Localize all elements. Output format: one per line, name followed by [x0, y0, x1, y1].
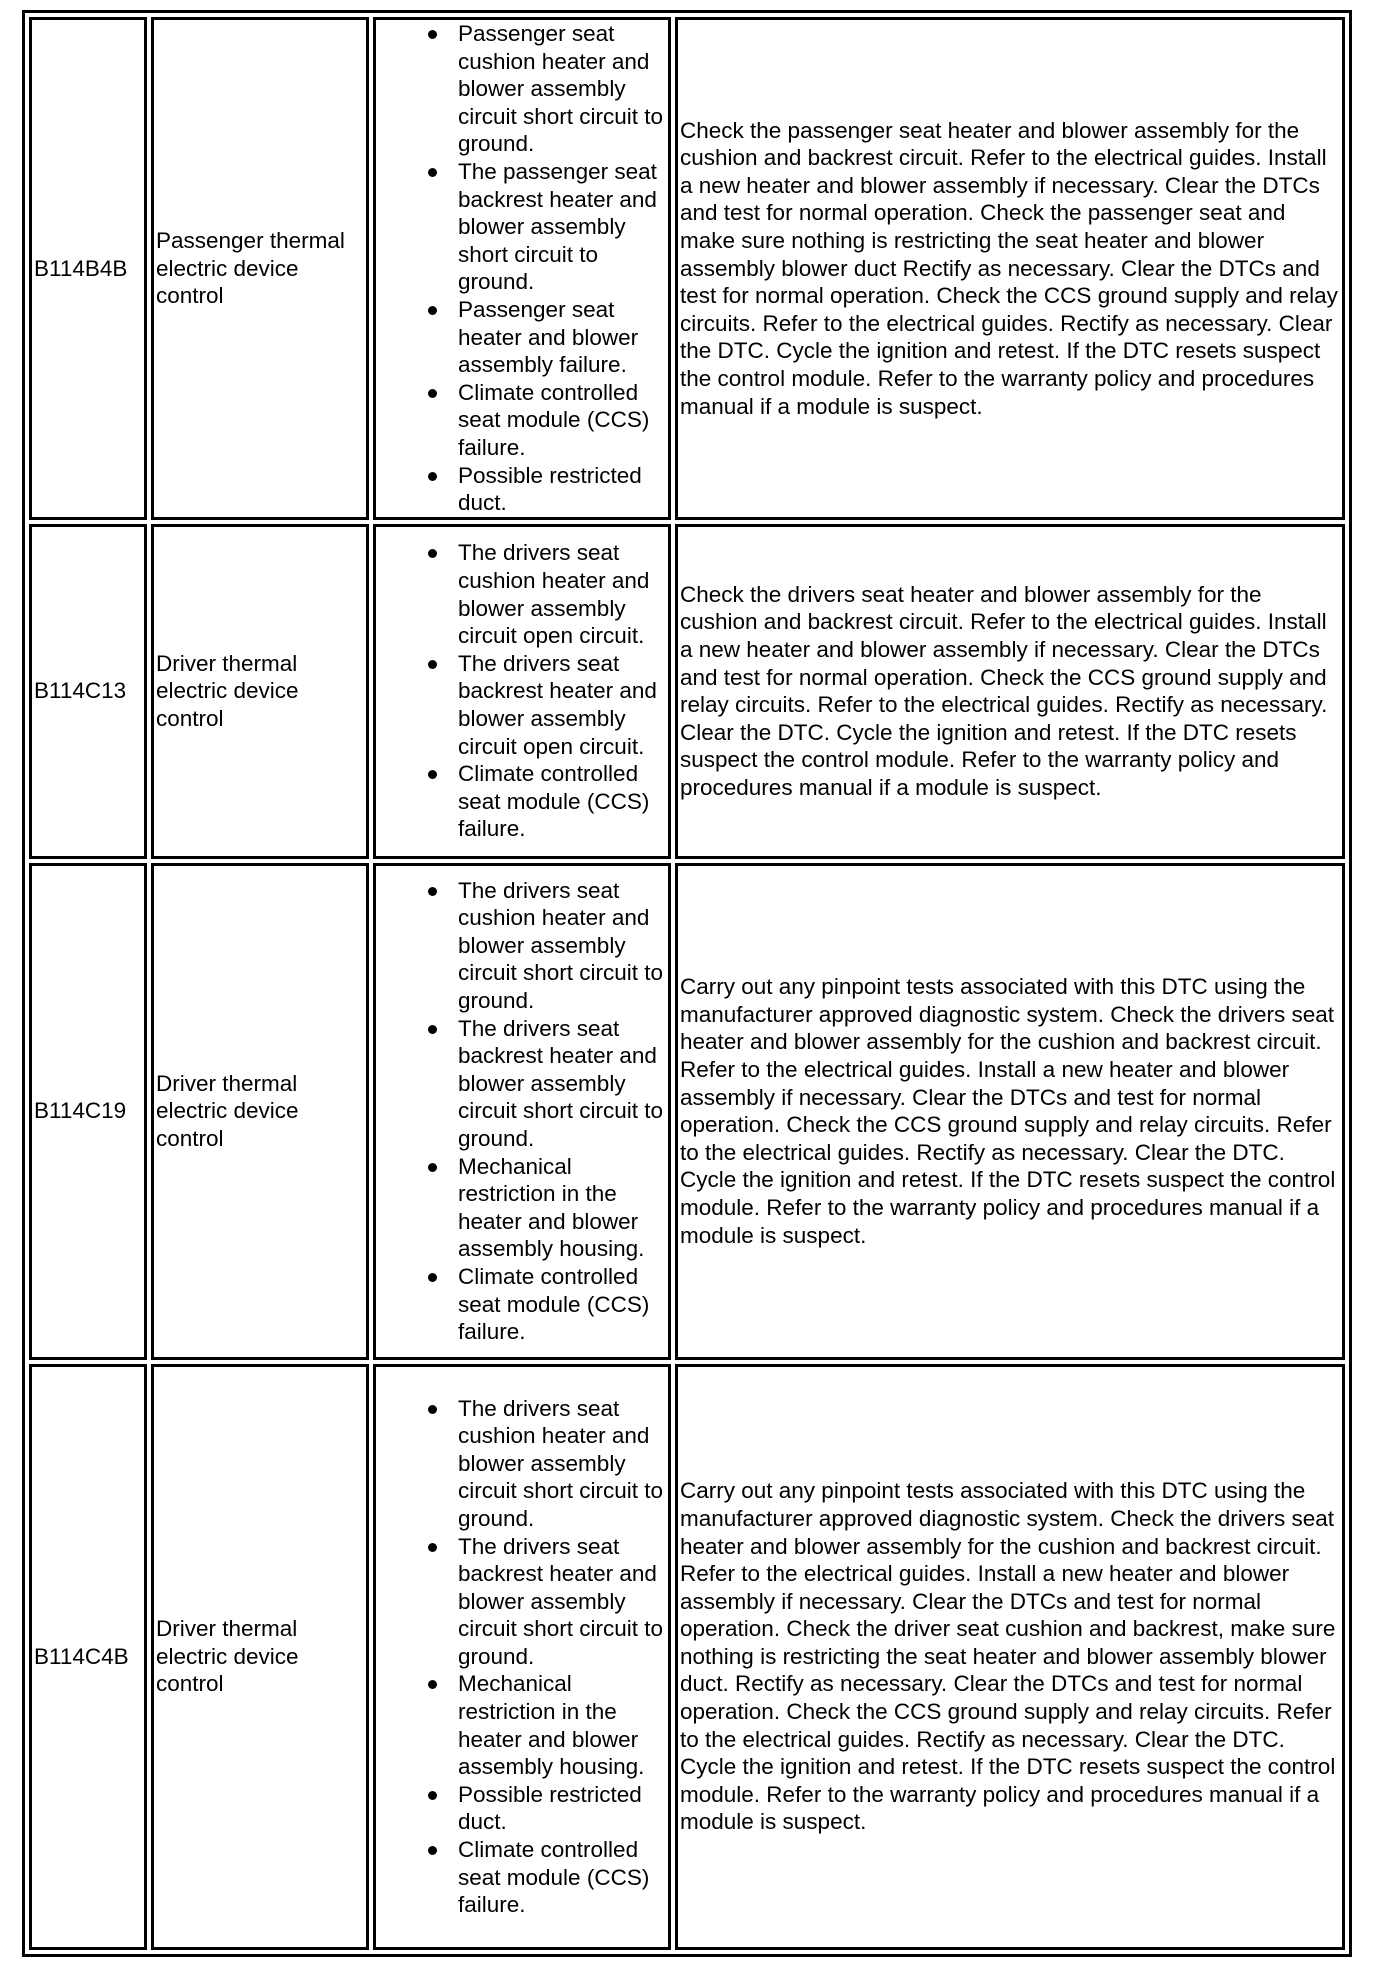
- table-row: [29, 1364, 1345, 1950]
- cause-item: The drivers seat cushion heater and blower assembly circuit short circuit to ground.: [458, 877, 668, 1015]
- cause-item: Possible restricted duct.: [458, 462, 668, 517]
- dtc-action: Carry out any pinpoint tests associated with this DTC using the manufacturer approved diagnostic system. Check the drivers seat heater and blower assembly for the cushion and backrest circuit. Refer to the electrical guides. Install a new heater and blower assembly if necessary. Clear the DTCs and test for normal operation. Check the driver seat cushion and backrest, make sure nothing is restricting the seat heater and blower assembly blower duct. Rectify as necessary. Clear the DTCs and test for normal operation. Check the CCS ground supply and relay circuits. Refer to the electrical guides. Rectify as necessary. Clear the DTC. Cycle the ignition and retest. If the DTC resets suspect the control module. Refer to the warranty policy and procedures manual if a module is suspect.: [675, 1364, 1345, 1950]
- cause-item: Climate controlled seat module (CCS) failure.: [458, 760, 668, 843]
- dtc-code: B114C13: [29, 524, 147, 859]
- cause-item: The drivers seat cushion heater and blower assembly circuit open circuit.: [458, 539, 668, 649]
- cause-item: Climate controlled seat module (CCS) failure.: [458, 379, 668, 462]
- cause-item: The drivers seat backrest heater and blower assembly circuit short circuit to ground.: [458, 1015, 668, 1153]
- dtc-description: Driver thermal electric device control: [151, 524, 369, 859]
- table-row: [29, 863, 1345, 1360]
- possible-causes: [373, 524, 671, 859]
- possible-causes: [373, 17, 671, 520]
- cause-item: Climate controlled seat module (CCS) failure.: [458, 1263, 668, 1346]
- dtc-code: B114C4B: [29, 1364, 147, 1950]
- cause-item: Possible restricted duct.: [458, 1781, 668, 1836]
- dtc-action: Check the drivers seat heater and blower assembly for the cushion and backrest circuit. Refer to the electrical guides. Install a new heater and blower assembly if necessary. Clear the DTCs and test for normal operation. Check the CCS ground supply and relay circuits. Refer to the electrical guides. Rectify as necessary. Clear the DTC. Cycle the ignition and retest. If the DTC resets suspect the control module. Refer to the warranty policy and procedures manual if a module is suspect.: [675, 524, 1345, 859]
- cause-item: Passenger seat heater and blower assembly failure.: [458, 296, 668, 379]
- cause-item: Mechanical restriction in the heater and blower assembly housing.: [458, 1670, 668, 1780]
- dtc-table: [22, 10, 1352, 1957]
- cause-item: The passenger seat backrest heater and blower assembly short circuit to ground.: [458, 158, 668, 296]
- dtc-action: Carry out any pinpoint tests associated with this DTC using the manufacturer approved diagnostic system. Check the drivers seat heater and blower assembly for the cushion and backrest circuit. Refer to the electrical guides. Install a new heater and blower assembly if necessary. Clear the DTCs and test for normal operation. Check the CCS ground supply and relay circuits. Refer to the electrical guides. Rectify as necessary. Clear the DTC. Cycle the ignition and retest. If the DTC resets suspect the control module. Refer to the warranty policy and procedures manual if a module is suspect.: [675, 863, 1345, 1360]
- dtc-code: B114B4B: [29, 17, 147, 520]
- dtc-action: Check the passenger seat heater and blower assembly for the cushion and backrest circuit. Refer to the electrical guides. Install a new heater and blower assembly if necessary. Clear the DTCs and test for normal operation. Check the passenger seat and make sure nothing is restricting the seat heater and blower assembly blower duct Rectify as necessary. Clear the DTCs and test for normal operation. Check the CCS ground supply and relay circuits. Refer to the electrical guides. Rectify as necessary. Clear the DTC. Cycle the ignition and retest. If the DTC resets suspect the control module. Refer to the warranty policy and procedures manual if a module is suspect.: [675, 17, 1345, 520]
- cause-item: The drivers seat cushion heater and blower assembly circuit short circuit to ground.: [458, 1395, 668, 1533]
- dtc-description: Passenger thermal electric device control: [151, 17, 369, 520]
- table-row: [29, 524, 1345, 859]
- possible-causes: [373, 863, 671, 1360]
- cause-item: The drivers seat backrest heater and blower assembly circuit open circuit.: [458, 650, 668, 760]
- table-row: [29, 17, 1345, 520]
- cause-item: Mechanical restriction in the heater and blower assembly housing.: [458, 1153, 668, 1263]
- cause-item: Passenger seat cushion heater and blower assembly circuit short circuit to ground.: [458, 20, 668, 158]
- cause-item: The drivers seat backrest heater and blower assembly circuit short circuit to ground.: [458, 1533, 668, 1671]
- dtc-code: B114C19: [29, 863, 147, 1360]
- dtc-description: Driver thermal electric device control: [151, 863, 369, 1360]
- dtc-description: Driver thermal electric device control: [151, 1364, 369, 1950]
- cause-item: Climate controlled seat module (CCS) failure.: [458, 1836, 668, 1919]
- possible-causes: [373, 1364, 671, 1950]
